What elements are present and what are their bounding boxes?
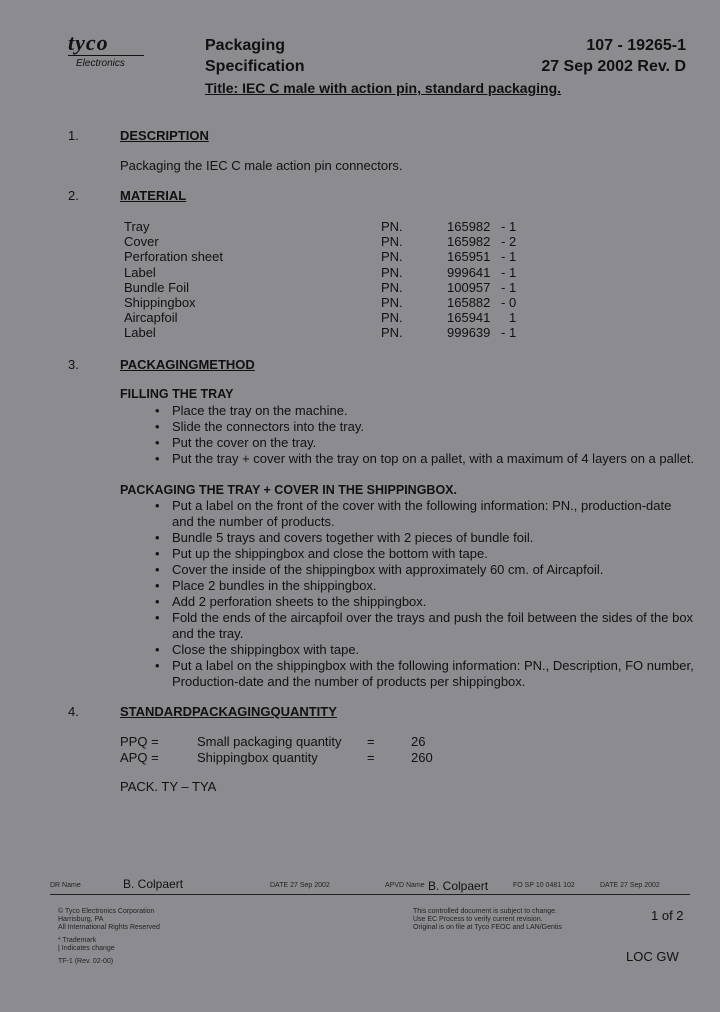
material-name: Cover — [124, 234, 159, 250]
form-number: TF-1 (Rev. 02-00) — [58, 958, 114, 965]
section-1-text: Packaging the IEC C male action pin connectors. — [120, 158, 403, 173]
doc-type-line1: Packaging — [205, 37, 286, 54]
material-pn-label: PN. — [381, 310, 403, 326]
quantity-code: APQ = — [120, 750, 159, 765]
material-name: Label — [124, 325, 156, 341]
document-title: Title: IEC C male with action pin, standard packaging. — [205, 80, 562, 96]
pack-code: PACK. TY – TYA — [120, 779, 217, 794]
material-dash: - 1 — [501, 219, 517, 234]
control-note3: Original is on file at Tyco FEOC and LAN/Gentis — [413, 924, 562, 931]
quantity-eq: = — [367, 734, 375, 749]
page-number: 1 of 2 — [651, 908, 684, 923]
doc-type-line2: Specification — [205, 58, 305, 75]
quantity-desc: Shippingbox quantity — [197, 750, 318, 765]
apvd-label: APVD Name — [385, 882, 425, 889]
company-logo: tyco — [68, 30, 109, 55]
logo-underline — [68, 55, 144, 56]
packaging-heading: PACKAGING THE TRAY + COVER IN THE SHIPPINGBOX. — [120, 483, 457, 497]
list-item: • Fold the ends of the aircapfoil over the trays and push the foil between the sides of the box and the tray. — [155, 610, 695, 642]
section-1-title: DESCRIPTION — [120, 128, 209, 143]
material-pn-label: PN. — [381, 234, 403, 250]
list-item: • Place 2 bundles in the shippingbox. — [155, 578, 695, 594]
dr-label: DR Name — [50, 882, 81, 889]
section-3-number: 3. — [68, 357, 79, 372]
quantity-code: PPQ = — [120, 734, 159, 749]
quantity-value: 26 — [411, 734, 426, 749]
material-pn-label: PN. — [381, 249, 403, 265]
material-pn: 165951 — [447, 249, 491, 265]
material-row — [124, 325, 516, 340]
section-1-number: 1. — [68, 128, 79, 143]
material-name: Label — [124, 264, 156, 280]
material-dash: - 1 — [501, 264, 517, 280]
document-number: 107 - 19265-1 — [586, 37, 686, 54]
list-item: • Put up the shippingbox and close the bottom with tape. — [155, 546, 695, 562]
control-note1: This controlled document is subject to change. — [413, 908, 557, 915]
quantity-eq: = — [367, 750, 375, 765]
material-table — [124, 219, 516, 341]
footer-divider — [50, 894, 690, 895]
list-item: • Close the shippingbox with tape. — [155, 642, 695, 658]
material-row — [124, 234, 516, 249]
quantity-row — [120, 734, 433, 750]
material-pn: 165982 — [447, 234, 491, 250]
material-pn-label: PN. — [381, 325, 403, 341]
quantity-table — [120, 734, 433, 766]
corp-line1: © Tyco Electronics Corporation — [58, 908, 155, 915]
material-pn: 165982 — [447, 219, 491, 234]
material-pn: 999641 — [447, 264, 491, 280]
material-row — [124, 249, 516, 264]
list-item: • Put a label on the shippingbox with the following information: PN., Description, FO number, Production-date and the number of products per shippingbox. — [155, 658, 695, 690]
material-pn: 165882 — [447, 295, 491, 311]
section-2-title: MATERIAL — [120, 188, 187, 203]
list-item: • Put a label on the front of the cover with the following information: PN., production-date and the number of products. — [155, 498, 695, 530]
list-item: • Slide the connectors into the tray. — [155, 419, 695, 435]
material-name: Tray — [124, 219, 150, 234]
date1-label: DATE 27 Sep 2002 — [270, 882, 330, 889]
corp-line4: * Trademark — [58, 937, 97, 944]
list-item: • Put the tray + cover with the tray on top on a pallet, with a maximum of 4 layers on a pallet. — [155, 451, 695, 467]
quantity-desc: Small packaging quantity — [197, 734, 342, 749]
control-note2: Use EC Process to verify current revision. — [413, 916, 543, 923]
list-item: • Put the cover on the tray. — [155, 435, 695, 451]
date2-label: DATE 27 Sep 2002 — [600, 882, 660, 889]
material-pn-label: PN. — [381, 279, 403, 295]
material-pn-label: PN. — [381, 295, 403, 311]
material-row — [124, 280, 516, 295]
dr-name: B. Colpaert — [123, 877, 184, 891]
corp-line2: Harrisburg, PA — [58, 916, 104, 923]
corp-line5: | Indicates change — [58, 945, 115, 952]
corp-line3: All International Rights Reserved — [58, 924, 160, 931]
material-name: Shippingbox — [124, 295, 196, 311]
material-name: Bundle Foil — [124, 279, 190, 295]
material-dash: - 1 — [501, 325, 517, 341]
location-code: LOC GW — [626, 949, 679, 964]
material-row — [124, 310, 516, 325]
company-logo-subtitle: Electronics — [76, 58, 125, 69]
apvd-name: B. Colpaert — [428, 879, 489, 893]
filling-tray-list — [155, 403, 695, 467]
material-pn: 165941 — [447, 310, 491, 326]
material-dash: - 1 — [501, 279, 517, 295]
material-name: Aircapfoil — [124, 310, 178, 326]
date-revision: 27 Sep 2002 Rev. D — [541, 58, 686, 75]
list-item: • Bundle 5 trays and covers together with 2 pieces of bundle foil. — [155, 530, 695, 546]
list-item: • Add 2 perforation sheets to the shippingbox. — [155, 594, 695, 610]
section-4-title: STANDARDPACKAGINGQUANTITY — [120, 704, 337, 719]
section-4-number: 4. — [68, 704, 79, 719]
section-3-title: PACKAGINGMETHOD — [120, 357, 255, 372]
filling-tray-heading: FILLING THE TRAY — [120, 387, 234, 401]
fo-label: FO SP 10 0481 102 — [513, 882, 575, 889]
material-row — [124, 265, 516, 280]
material-dash: - 1 — [501, 249, 517, 265]
material-row — [124, 295, 516, 310]
material-pn-label: PN. — [381, 264, 403, 280]
material-name: Perforation sheet — [124, 249, 224, 265]
quantity-value: 260 — [411, 750, 433, 765]
material-dash: - 0 — [501, 295, 517, 311]
quantity-row — [120, 750, 433, 766]
material-dash: - 2 — [501, 234, 517, 250]
material-row — [124, 219, 516, 234]
material-pn-label: PN. — [381, 219, 403, 234]
list-item: • Place the tray on the machine. — [155, 403, 695, 419]
list-item: • Cover the inside of the shippingbox with approximately 60 cm. of Aircapfoil. — [155, 562, 695, 578]
material-pn: 100957 — [447, 279, 491, 295]
section-2-number: 2. — [68, 188, 79, 203]
packaging-list — [155, 498, 695, 690]
material-pn: 999639 — [447, 325, 491, 341]
material-dash: 1 — [509, 310, 517, 326]
